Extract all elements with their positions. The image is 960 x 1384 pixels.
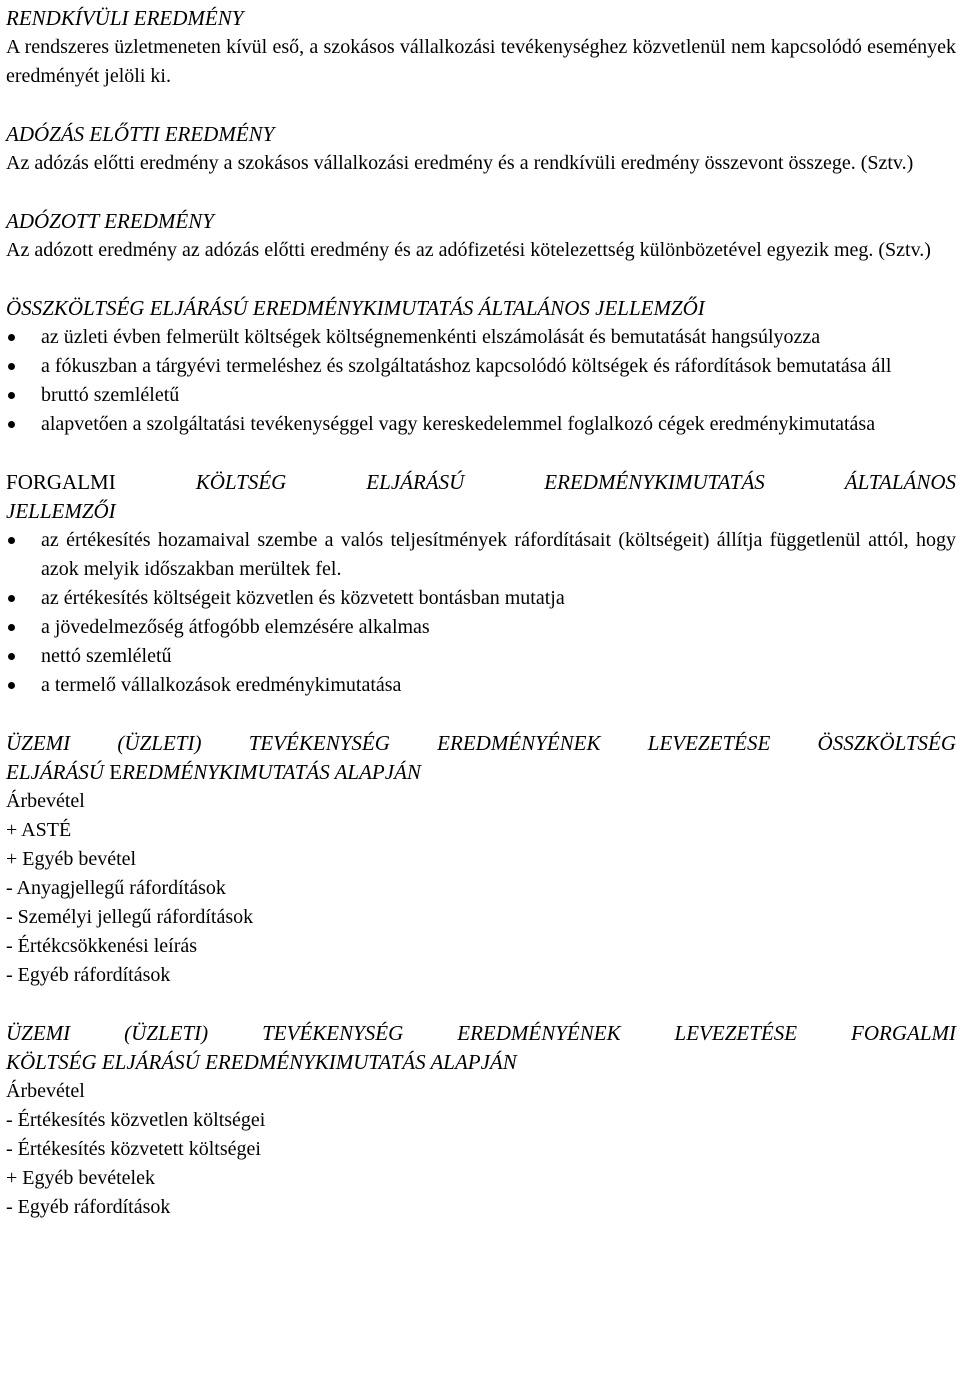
- section-title-uzemi-forg: ÜZEMI (ÜZLETI) TEVÉKENYSÉG EREDMÉNYÉNEK LEVEZETÉSE FORGALMI: [6, 1021, 956, 1045]
- list-item: [6, 526, 956, 584]
- calc-line: Árbevétel: [6, 790, 85, 812]
- calc-line: - Egyéb ráfordítások: [6, 1196, 171, 1218]
- list-item: [6, 613, 956, 642]
- list-item: [6, 642, 956, 671]
- calc-lines-uzemi-ossz: [6, 787, 956, 990]
- section-body-adozott: Az adózott eredmény az adózás előtti eredmény és az adófizetési kötelezettség különbözetével egyezik meg. (Sztv.): [6, 239, 931, 261]
- calc-line: Árbevétel: [6, 1080, 85, 1102]
- list-item-text: az értékesítés költségeit közvetlen és közvetett bontásban mutatja: [41, 587, 565, 609]
- calc-line: - Anyagjellegű ráfordítások: [6, 877, 226, 899]
- calc-line: - Értékesítés közvetett költségei: [6, 1138, 261, 1160]
- title-part-b: ELJÁRÁSÚ: [6, 760, 104, 784]
- list-item-text: bruttó szemléletű: [41, 384, 180, 406]
- list-item: [6, 381, 956, 410]
- title-part-c-rest: REDMÉNYKIMUTATÁS ALAPJÁN: [122, 760, 421, 784]
- title-part-b: KÖLTSÉG ELJÁRÁSÚ: [6, 1050, 200, 1074]
- calc-line: - Egyéb ráfordítások: [6, 964, 171, 986]
- list-item-text: a fókuszban a tárgyévi termeléshez és szolgáltatáshoz kapcsolódó költségek és ráfordítások bemutatása áll: [41, 355, 892, 377]
- bullet-icon: [8, 363, 15, 370]
- title-part-c-upright: E: [109, 760, 123, 784]
- bullet-icon: [8, 624, 15, 631]
- section-title-forgalmi: [6, 468, 956, 497]
- bullet-icon: [8, 392, 15, 399]
- spacer: [6, 265, 956, 294]
- list-item: [6, 323, 956, 352]
- section-title-osszkoltseg: ÖSSZKÖLTSÉG ELJÁRÁSÚ EREDMÉNYKIMUTATÁS ÁLTALÁNOS JELLEMZŐI: [6, 296, 705, 320]
- spacer: [6, 178, 956, 207]
- bullet-icon: [8, 682, 15, 689]
- section-title-uzemi-ossz: ÜZEMI (ÜZLETI) TEVÉKENYSÉG EREDMÉNYÉNEK LEVEZETÉSE ÖSSZKÖLTSÉG: [6, 731, 956, 755]
- spacer: [6, 990, 956, 1019]
- calc-line: + Egyéb bevétel: [6, 848, 137, 870]
- calc-lines-uzemi-forg: [6, 1077, 956, 1222]
- title-part-b: KÖLTSÉG ELJÁRÁSÚ EREDMÉNYKIMUTATÁS ÁLTALÁNOS: [195, 470, 956, 494]
- list-item-text: a jövedelmezőség átfogóbb elemzésére alkalmas: [41, 616, 430, 638]
- spacer: [6, 439, 956, 468]
- bullet-icon: [8, 334, 15, 341]
- title-initial: F: [6, 470, 18, 494]
- list-item: [6, 352, 956, 381]
- calc-line: - Értékcsökkenési leírás: [6, 935, 198, 957]
- section-title-uzemi-ossz-cont: [6, 758, 956, 787]
- calc-line: + Egyéb bevételek: [6, 1167, 155, 1189]
- list-item-text: a termelő vállalkozások eredménykimutatása: [41, 674, 402, 696]
- bullet-list-osszkoltseg: [6, 323, 956, 439]
- list-item: [6, 410, 956, 439]
- bullet-icon: [8, 653, 15, 660]
- calc-line: + ASTÉ: [6, 819, 72, 841]
- section-body-rendkivuli: A rendszeres üzletmeneten kívül eső, a szokásos vállalkozási tevékenységhez közvetlenül nem kapcsolódó események eredményét jelöli ki.: [6, 36, 956, 87]
- bullet-icon: [8, 421, 15, 428]
- list-item-text: az üzleti évben felmerült költségek költségnemenkénti elszámolását és bemutatását hangsúlyozza: [41, 326, 821, 348]
- list-item: [6, 671, 956, 700]
- calc-line: - Értékesítés közvetlen költségei: [6, 1109, 266, 1131]
- section-title-adozott: ADÓZOTT EREDMÉNY: [6, 209, 214, 233]
- bullet-icon: [8, 537, 15, 544]
- title-part-c: EREDMÉNYKIMUTATÁS ALAPJÁN: [205, 1050, 517, 1074]
- list-item-text: nettó szemléletű: [41, 645, 172, 667]
- spacer: [6, 700, 956, 729]
- section-body-adozas-elotti: Az adózás előtti eredmény a szokásos vállalkozási eredmény és a rendkívüli eredmény összevont összege. (Sztv.): [6, 152, 914, 174]
- section-title-rendkivuli: RENDKÍVÜLI EREDMÉNY: [6, 6, 244, 30]
- list-item-text: alapvetően a szolgáltatási tevékenységgel vagy kereskedelemmel foglalkozó cégek eredménykimutatása: [41, 413, 876, 435]
- spacer: [6, 91, 956, 120]
- list-item-text: az értékesítés hozamaival szembe a valós teljesítmények ráfordításait (költségeit) állítja függetlenül attól, hogy azok melyik időszakban merültek fel.: [41, 529, 956, 580]
- section-title-adozas-elotti: ADÓZÁS ELŐTTI EREDMÉNY: [6, 122, 275, 146]
- title-part-a: ORGALMI: [17, 470, 116, 494]
- section-title-forgalmi-cont: JELLEMZŐI: [6, 499, 116, 523]
- bullet-icon: [8, 595, 15, 602]
- calc-line: - Személyi jellegű ráfordítások: [6, 906, 254, 928]
- list-item: [6, 584, 956, 613]
- section-title-uzemi-forg-cont: [6, 1048, 956, 1077]
- bullet-list-forgalmi: [6, 526, 956, 700]
- document-page: [6, 0, 956, 1222]
